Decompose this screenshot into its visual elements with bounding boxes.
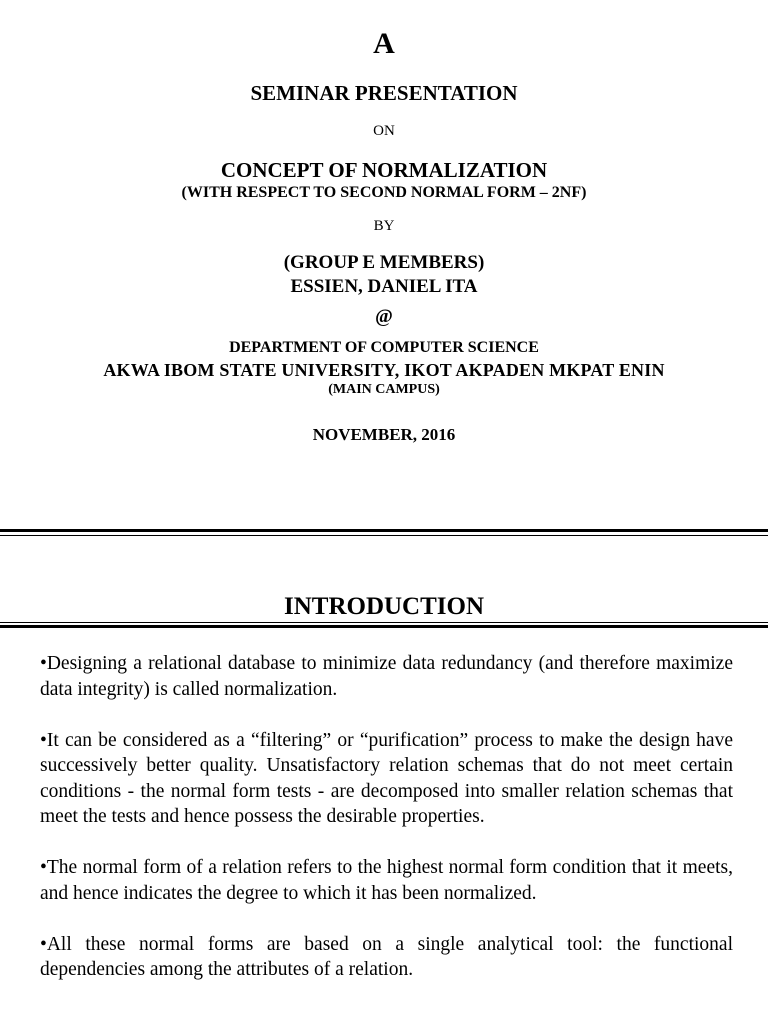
intro-paragraph: •It can be considered as a “filtering” or “purification” process to make the design have successively better quality. Unsatisfactory relation schemas that do not meet certain conditions - the normal form tests - are decomposed into smaller relation schemas that meet the tests and hence possess the desirable properties. — [40, 729, 733, 827]
intro-paragraph: •All these normal forms are based on a single analytical tool: the functional dependencies among the attributes of a relation. — [40, 933, 733, 980]
slide-divider-thick — [0, 529, 768, 532]
author-name: ESSIEN, DANIEL ITA — [290, 276, 478, 297]
group-label: (GROUP E MEMBERS) — [283, 252, 485, 273]
topic-title: CONCEPT OF NORMALIZATION — [220, 158, 548, 182]
introduction-heading: INTRODUCTION — [283, 593, 485, 620]
introduction-body — [40, 651, 733, 1008]
intro-paragraph: •The normal form of a relation refers to the highest normal form condition that it meets, and hence indicates the degree to which it has been normalized. — [40, 857, 733, 904]
slide-divider-thin — [0, 535, 768, 536]
at-symbol: @ — [375, 306, 393, 327]
heading-rule-thick — [0, 625, 768, 628]
heading-rule-thin — [0, 622, 768, 623]
campus-label: (MAIN CAMPUS) — [328, 382, 440, 397]
cover-letter: A — [373, 27, 395, 60]
by-label: BY — [373, 218, 395, 234]
university-name: AKWA IBOM STATE UNIVERSITY, IKOT AKPADEN MKPAT ENIN — [103, 360, 665, 380]
topic-subtitle: (WITH RESPECT TO SECOND NORMAL FORM – 2NF) — [181, 184, 587, 201]
intro-paragraph: •Designing a relational database to minimize data redundancy (and therefore maximize data integrity) is called normalization. — [40, 653, 733, 700]
on-label: ON — [373, 123, 395, 139]
department-name: DEPARTMENT OF COMPUTER SCIENCE — [229, 339, 539, 356]
seminar-title: SEMINAR PRESENTATION — [250, 81, 518, 105]
presentation-date: NOVEMBER, 2016 — [312, 425, 456, 444]
